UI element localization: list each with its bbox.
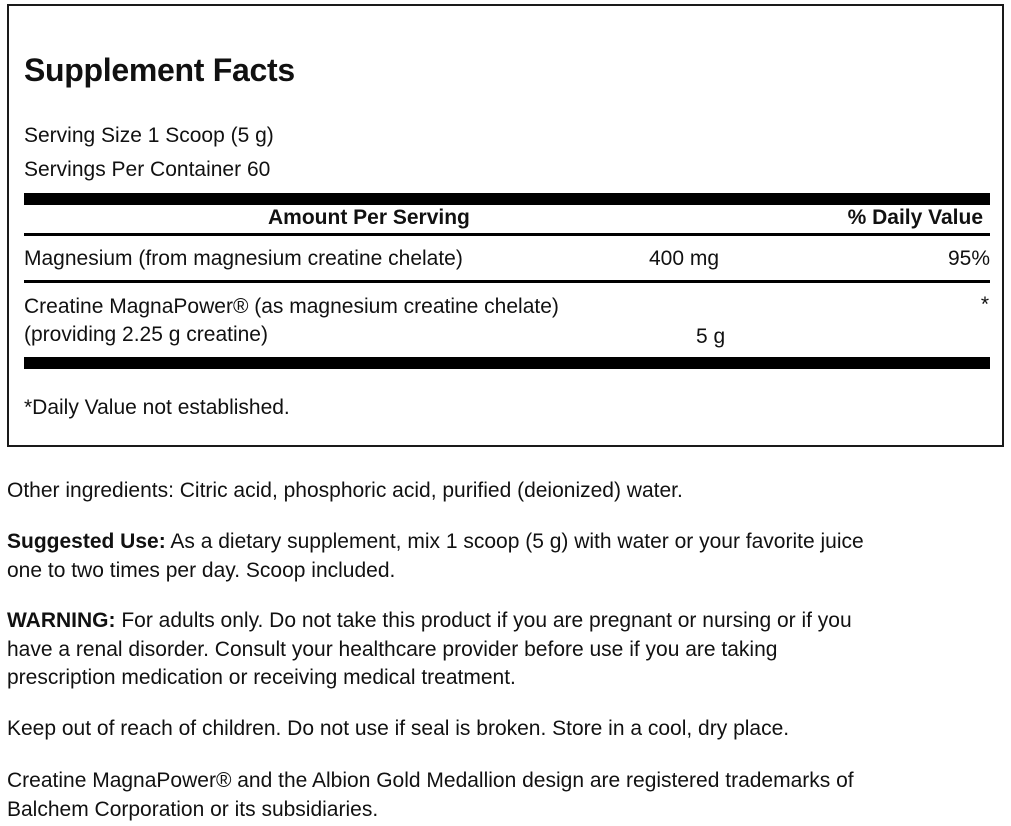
trademark-notice: Creatine MagnaPower® and the Albion Gold Medallion design are registered trademarks of Balchem Corporation or its subsidiaries. — [7, 769, 854, 821]
divider — [24, 280, 990, 283]
row-creatine-amount: 5 g — [696, 325, 726, 348]
row-magnesium-amount: 400 mg — [649, 247, 720, 270]
header-daily-value: % Daily Value — [847, 206, 983, 229]
warning-label: WARNING: — [7, 609, 116, 632]
row-magnesium-dv: 95% — [947, 247, 990, 270]
suggested-use-label: Suggested Use: — [7, 530, 166, 553]
divider — [24, 233, 990, 236]
row-creatine-name-line1: Creatine MagnaPower® (as magnesium creatine chelate) — [24, 295, 559, 318]
warning: WARNING: For adults only. Do not take this product if you are pregnant or nursing or if you have a renal disorder. Consult your healthcare provider before use if you are taking prescription medication or receiving medical treatment. — [7, 609, 852, 689]
other-ingredients: Other ingredients: Citric acid, phosphoric acid, purified (deionized) water. — [7, 479, 683, 502]
thick-divider — [24, 193, 990, 205]
serving-size: Serving Size 1 Scoop (5 g) — [24, 124, 274, 147]
servings-per-container: Servings Per Container 60 — [24, 158, 271, 181]
storage-instructions: Keep out of reach of children. Do not use if seal is broken. Store in a cool, dry place. — [7, 717, 790, 740]
row-creatine-name-line2: (providing 2.25 g creatine) — [24, 323, 268, 346]
thick-divider — [24, 357, 990, 369]
row-creatine-dv: * — [980, 293, 989, 316]
row-magnesium-name: Magnesium (from magnesium creatine chelate) — [24, 247, 463, 270]
header-amount-per-serving: Amount Per Serving — [268, 206, 470, 229]
footnote: *Daily Value not established. — [24, 396, 290, 419]
suggested-use: Suggested Use: As a dietary supplement, mix 1 scoop (5 g) with water or your favorite juice one to two times per day. Scoop included. — [7, 530, 864, 582]
panel-title: Supplement Facts — [24, 52, 295, 88]
